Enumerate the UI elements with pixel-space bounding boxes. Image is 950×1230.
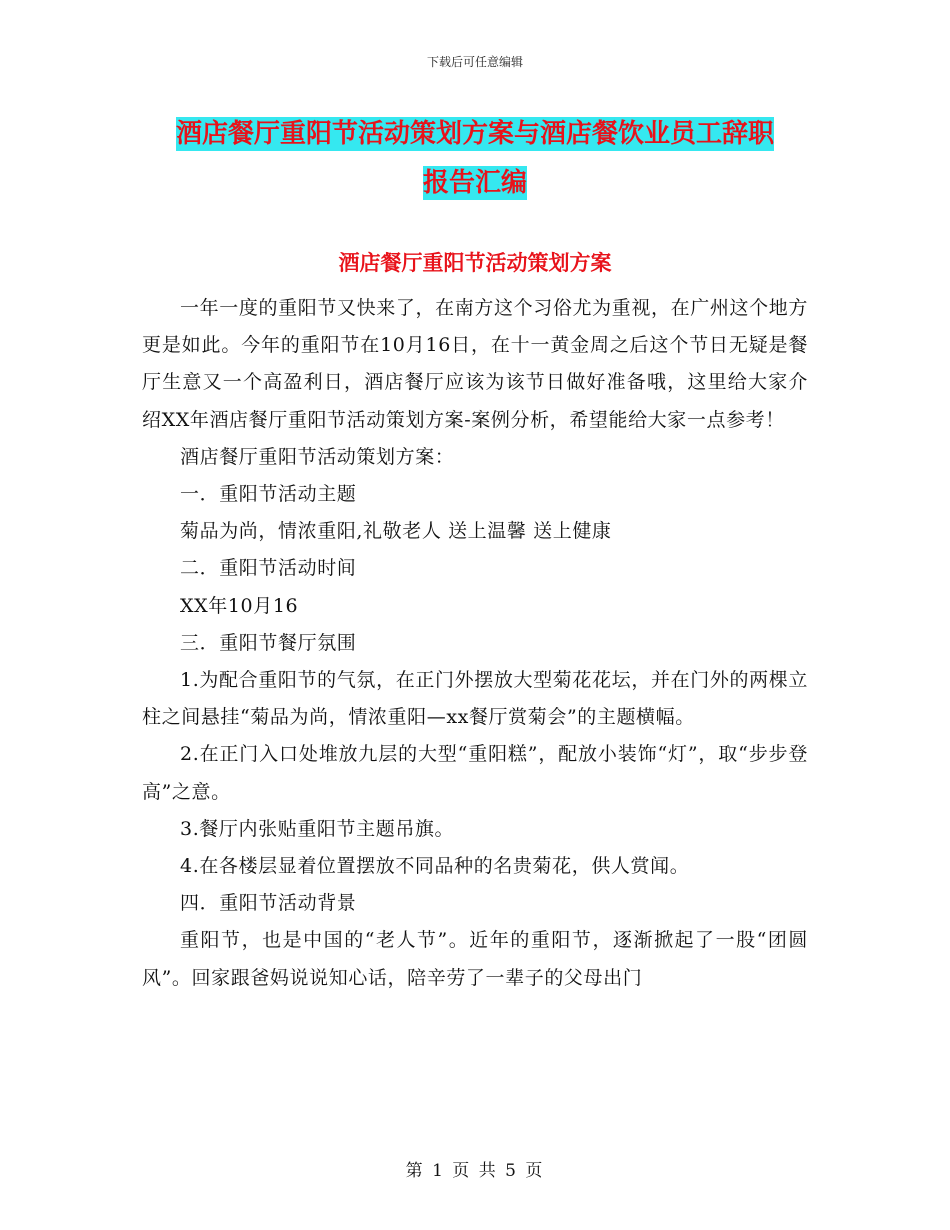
header-note: 下载后可任意编辑 — [426, 55, 523, 69]
paragraph-plan-heading: 酒店餐厅重阳节活动策划方案： — [180, 445, 455, 468]
paragraph-background: 重阳节，也是中国的“老人节”。近年的重阳节，逐渐掀起了一股“团圆风”。回家跟爸妈说说知心话，陪辛劳了一辈子的父母出门 — [142, 929, 808, 989]
paragraph-atmosphere-2: 2.在正门入口处堆放九层的大型“重阳糕”，配放小装饰“灯”，取“步步登高”之意。 — [142, 743, 808, 803]
heading-background: 四．重阳节活动背景 — [180, 892, 357, 915]
document-title-line-1: 酒店餐厅重阳节活动策划方案与酒店餐饮业员工辞职 — [175, 119, 774, 149]
paragraph-intro: 一年一度的重阳节又快来了，在南方这个习俗尤为重视，在广州这个地方更是如此。今年的重阳节在10月16日，在十一黄金周之后这个节日无疑是餐厅生意又一个高盈利日，酒店餐厅应该为该节日做好准备哦，这里给大家介绍XX年酒店餐厅重阳节活动策划方案-案例分析，希望能给大家一点参考！ — [142, 297, 808, 431]
document-title — [140, 110, 810, 208]
page-footer: 第 1 页 共 5 页 — [405, 1161, 545, 1181]
document-title-line-2: 报告汇编 — [422, 168, 527, 198]
heading-time: 二．重阳节活动时间 — [180, 557, 357, 580]
paragraph-atmosphere-4: 4.在各楼层显着位置摆放不同品种的名贵菊花，供人赏闻。 — [180, 855, 690, 878]
paragraph-atmosphere-3: 3.餐厅内张贴重阳节主题吊旗。 — [180, 817, 455, 840]
heading-theme: 一．重阳节活动主题 — [180, 483, 357, 506]
body-text — [142, 290, 808, 997]
paragraph-time: XX年10月16 — [180, 594, 299, 617]
paragraph-atmosphere-1: 1.为配合重阳节的气氛，在正门外摆放大型菊花花坛，并在门外的两棵立柱之间悬挂“菊品为尚，情浓重阳—xx餐厅赏菊会”的主题横幅。 — [142, 669, 808, 729]
heading-atmosphere: 三．重阳节餐厅氛围 — [180, 631, 357, 654]
paragraph-theme: 菊品为尚，情浓重阳,礼敬老人 送上温馨 送上健康 — [180, 520, 612, 543]
section-title: 酒店餐厅重阳节活动策划方案 — [338, 251, 612, 275]
